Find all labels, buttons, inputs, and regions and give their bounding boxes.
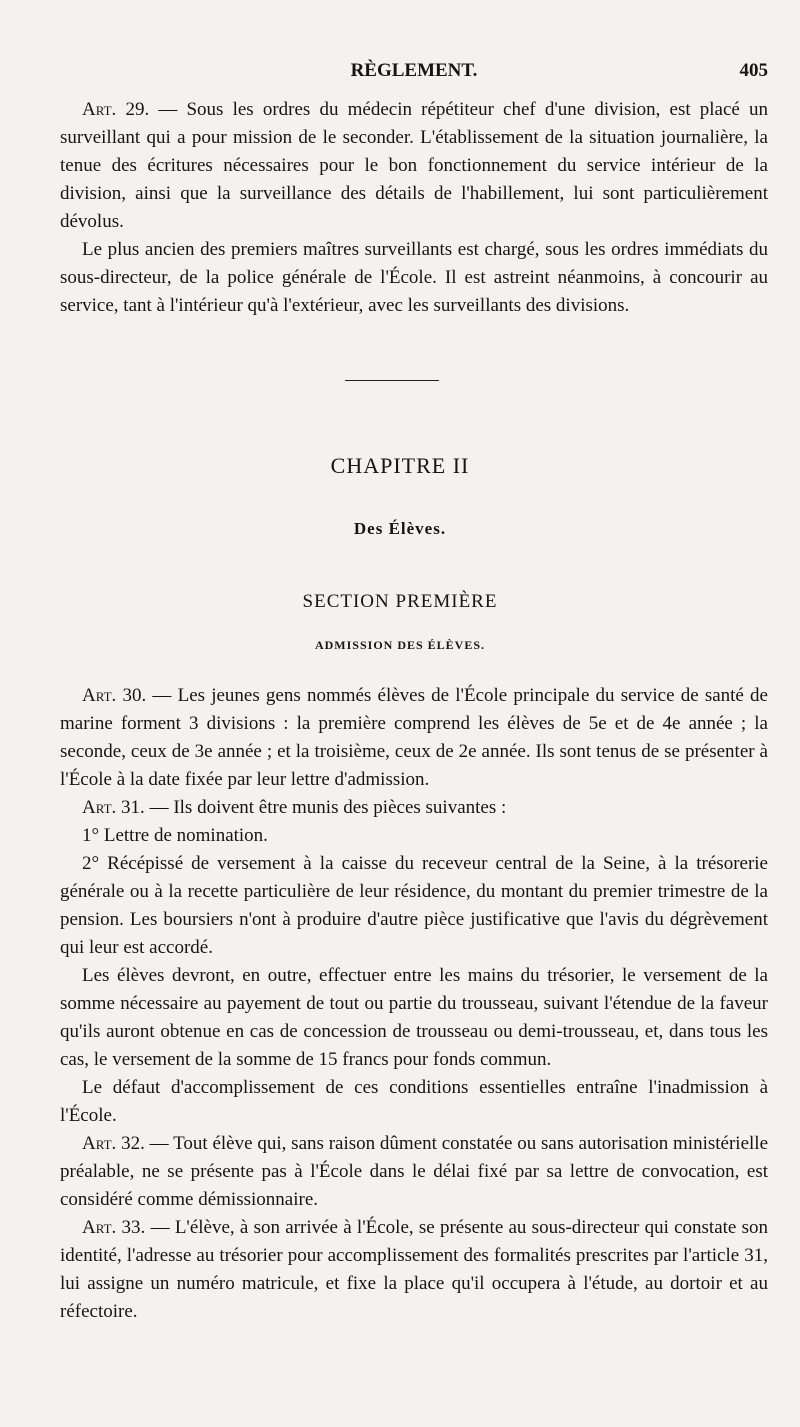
running-header (60, 60, 768, 88)
paragraph-surveillant: Le plus ancien des premiers maîtres surveillants est chargé, sous les ordres immédiats du sous-directeur, de la police générale de l'École. Il est astreint néanmoins, à concourir au service, tant à l'intérieur qu'à l'extérieur, avec les surveillants des divisions. (60, 239, 768, 316)
paragraph-art-32 (60, 1130, 768, 1214)
paragraph-art-29 (60, 96, 768, 236)
article-label: Art. 33. (82, 1217, 146, 1238)
paragraph-text: — Ils doivent être munis des pièces suivantes : (144, 797, 507, 818)
top-text-block (60, 96, 768, 320)
article-label: Art. 29. (82, 99, 150, 120)
paragraph-art-31 (60, 794, 768, 822)
paragraph-text: — L'élève, à son arrivée à l'École, se présente au sous-directeur qui constate son identité, l'adresse au trésorier pour accomplissement des formalités prescrites par l'article 31, lui assigne un numéro matricule, et fixe la place qu'il occupera à l'étude, au dortoir et au réfectoire. (60, 1217, 768, 1322)
section-title: SECTION PREMIÈRE (302, 591, 498, 612)
header-title: RÈGLEMENT. (350, 60, 478, 81)
paragraph-text: — Les jeunes gens nommés élèves de l'École principale du service de santé de marine forment 3 divisions : la première comprend les élèves de 5e et de 4e année ; la seconde, ceux de 3e année ; et la troisième, ceux de 2e année. Ils sont tenus de se présenter à l'École à la date fixée par leur lettre d'admission. (60, 685, 768, 790)
list-item-1: 1° Lettre de nomination. (82, 825, 268, 846)
chapter-title: CHAPITRE II (330, 453, 470, 478)
chapter-subtitle: Des Élèves. (353, 519, 447, 538)
list-item-2: 2° Récépissé de versement à la caisse du receveur central de la Seine, à la trésorerie générale ou à la recette particulière de leur résidence, du montant du premier trimestre de la pension. Les boursiers n'ont à produire d'autre pièce justificative que l'avis du dégrèvement qui leur est accordé. (60, 853, 768, 958)
article-label: Art. 32. (82, 1133, 145, 1154)
section-divider (345, 380, 439, 381)
paragraph-text: — Tout élève qui, sans raison dûment constatée ou sans autorisation ministérielle préalable, ne se présente pas à l'École dans le délai fixé par sa lettre de convocation, est considéré comme démissionnaire. (60, 1133, 768, 1210)
article-label: Art. 30. (82, 685, 147, 706)
paragraph-eleves: Les élèves devront, en outre, effectuer entre les mains du trésorier, le versement de la somme nécessaire au payement de tout ou partie du trousseau, suivant l'étendue de la faveur qu'ils auront obtenue en cas de concession de trousseau ou demi-trousseau, et, dans tous les cas, le versement de la somme de 15 francs pour fonds commun. (60, 965, 768, 1070)
article-label: Art. 31. (82, 797, 145, 818)
section-heading: ADMISSION DES ÉLÈVES. (314, 638, 486, 652)
paragraph-art-30 (60, 682, 768, 794)
page-number: 405 (739, 60, 768, 81)
paragraph-art-33 (60, 1214, 768, 1326)
main-text-block (60, 682, 768, 1326)
paragraph-text: — Sous les ordres du médecin répétiteur chef d'une division, est placé un surveillant qui a pour mission de le seconder. L'établissement de la situation journalière, la tenue des écritures nécessaires pour le bon fonctionnement du service intérieur de la division, ainsi que la surveillance des détails de l'habillement, lui sont particulièrement dévolus. (60, 99, 768, 232)
paragraph-defaut: Le défaut d'accomplissement de ces conditions essentielles entraîne l'inadmission à l'École. (60, 1077, 768, 1126)
